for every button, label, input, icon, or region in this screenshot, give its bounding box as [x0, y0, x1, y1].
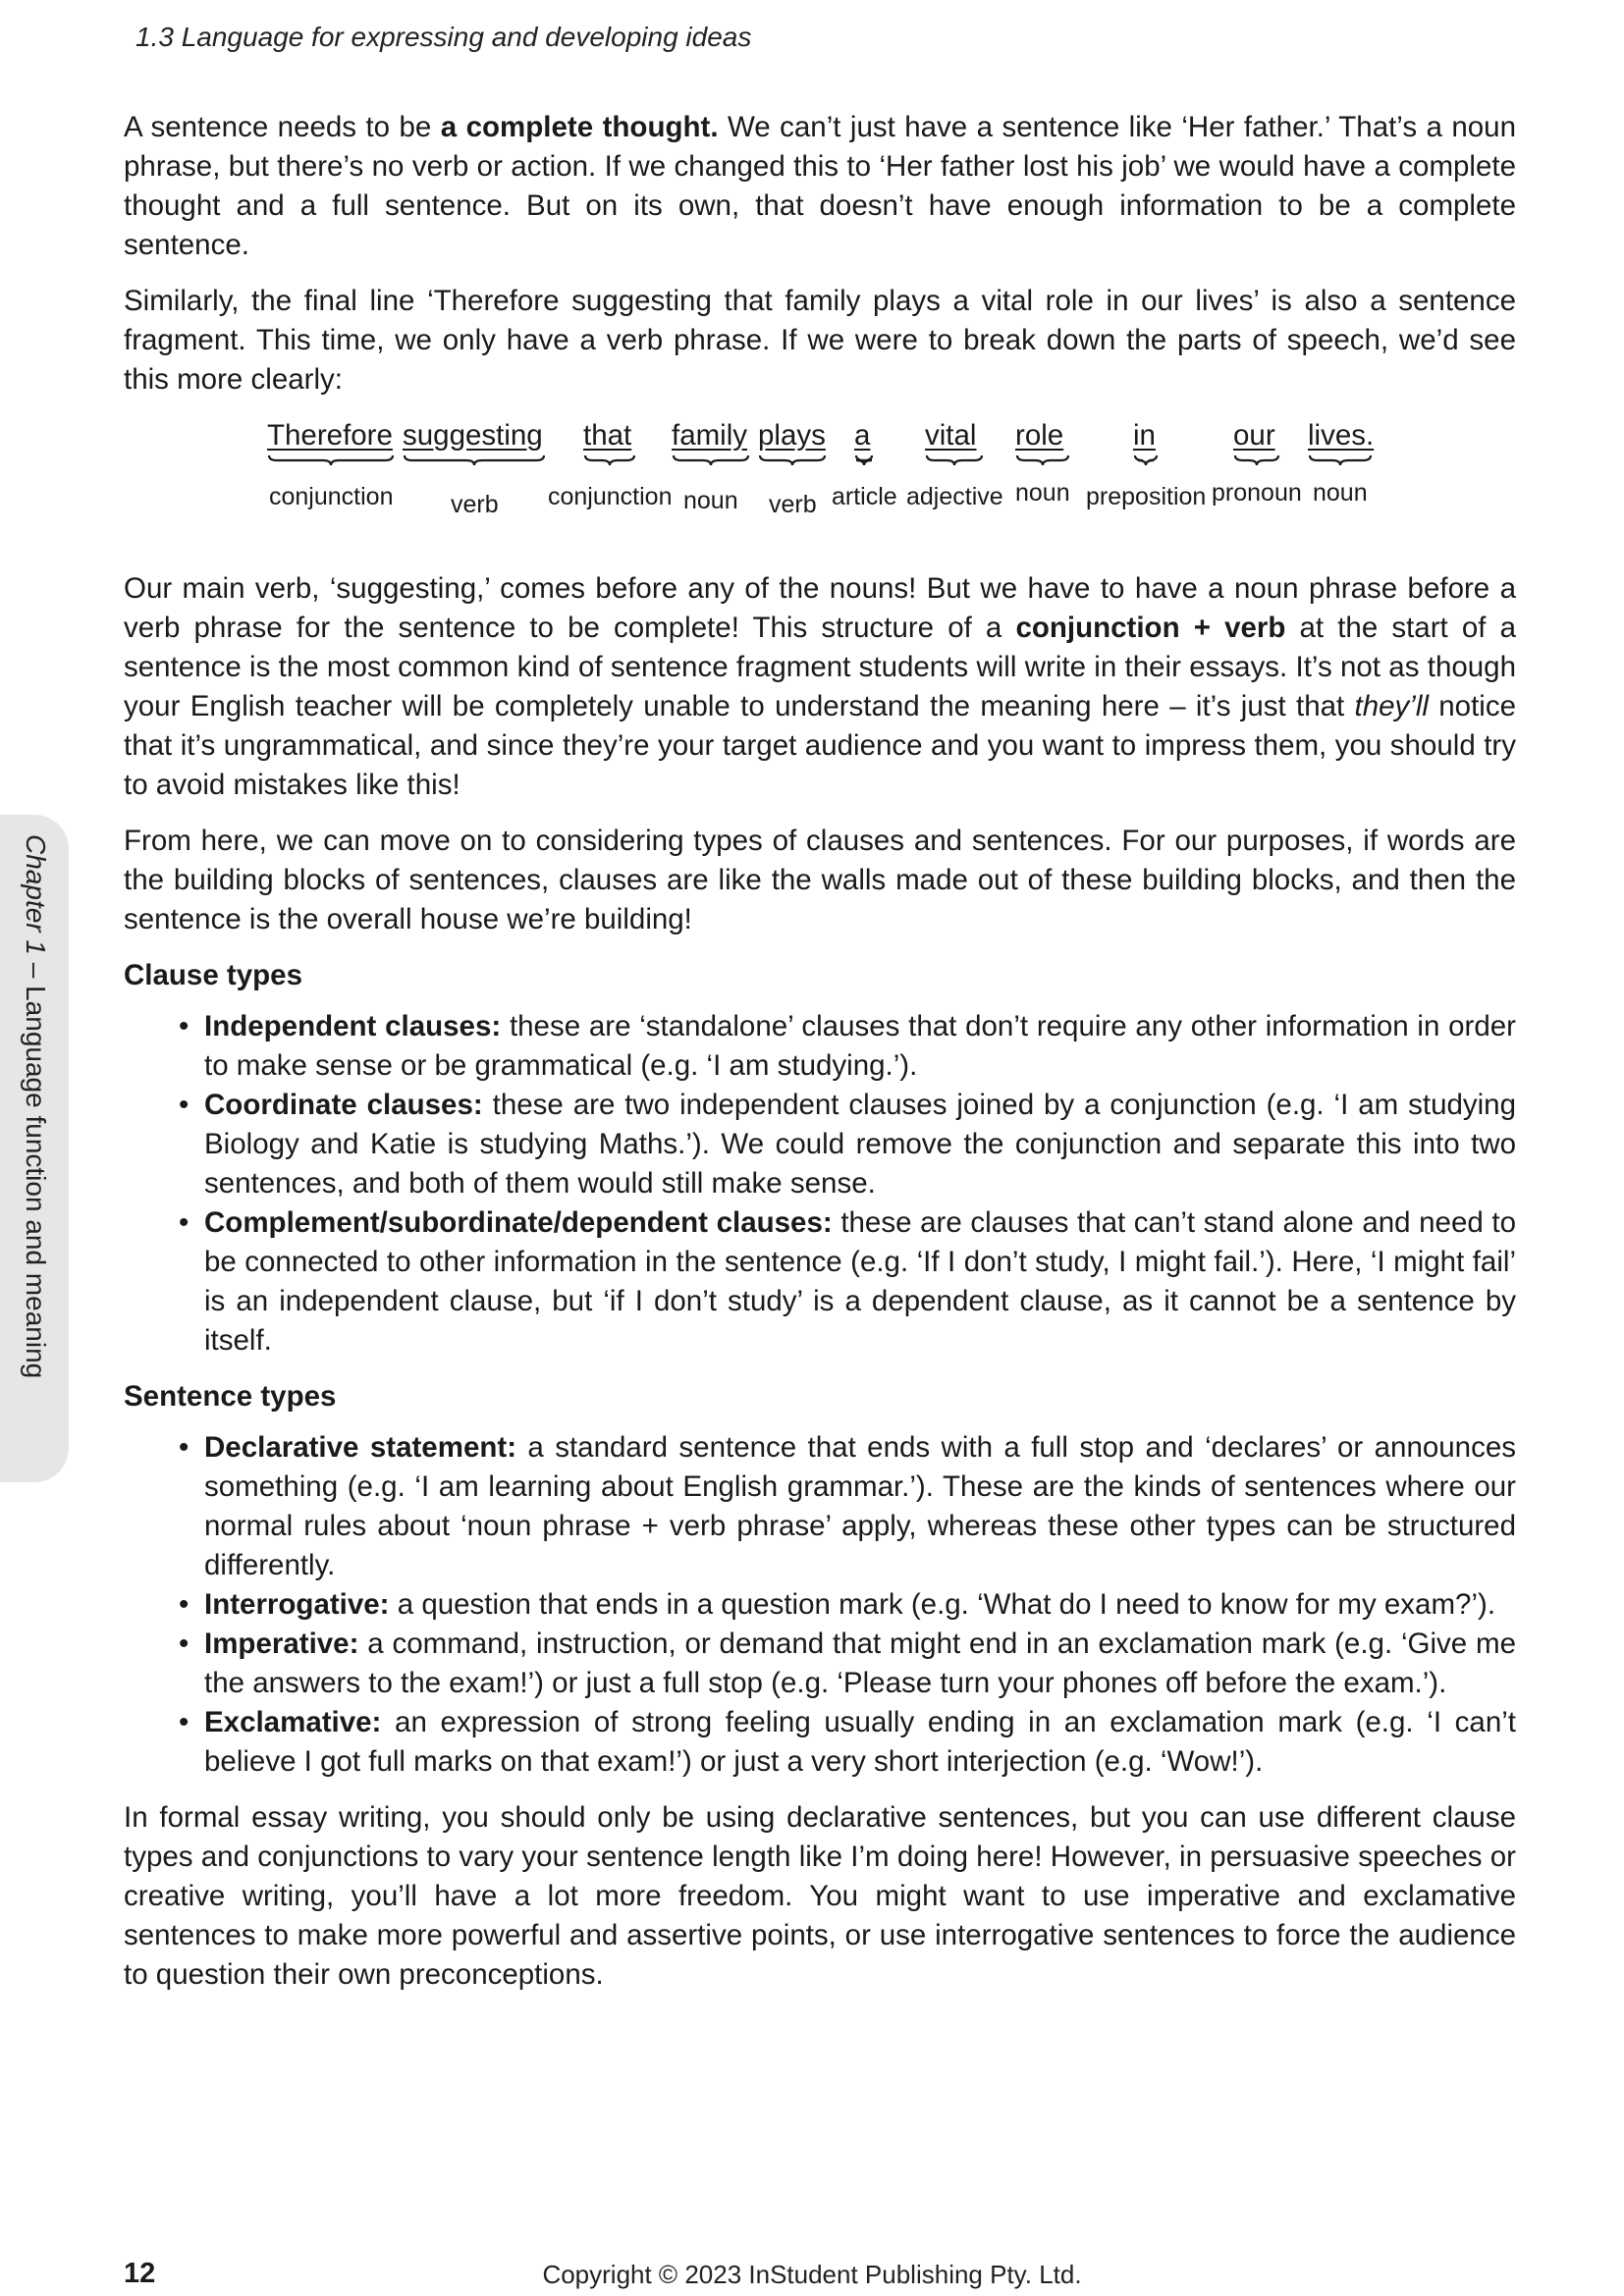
list-text: an expression of strong feeling usually ending in an exclamation mark (e.g. ‘I can’t believe I got full marks on that exam!’) or just a very short interjection (e.g. ‘Wow!’). — [204, 1706, 1516, 1778]
italic-term: they’ll — [1354, 690, 1429, 722]
diagram-brace — [585, 455, 634, 465]
chapter-side-tab — [0, 815, 69, 1482]
list-item — [204, 1086, 1516, 1203]
diagram-word: vital — [925, 419, 977, 452]
list-text: a standard sentence that ends with a full stop and ‘declares’ or announces something (e.g. ‘I am learning about English grammar.’). These are the kinds of sentences where our normal rules about ‘noun phrase + verb phrase’ apply, whereas these other types can be structured differently. — [204, 1431, 1516, 1581]
diagram-word: that — [583, 419, 632, 452]
diagram-label: pronoun — [1212, 479, 1302, 507]
diagram-brace — [674, 455, 748, 465]
diagram-label: preposition — [1086, 483, 1207, 510]
diagram-label: noun — [1313, 479, 1368, 507]
diagram-brace — [760, 455, 825, 465]
diagram-word: plays — [758, 419, 826, 452]
diagram-brace — [927, 455, 982, 465]
running-head: 1.3 Language for expressing and developing ideas — [135, 22, 752, 52]
list-text: a command, instruction, or demand that might end in an exclamation mark (e.g. ‘Give me the answers to the exam!’) or just a full stop (e.g. ‘Please turn your phones off before the exam.’). — [204, 1628, 1516, 1699]
list-text: these are clauses that can’t stand alone and need to be connected to other information in the sentence (e.g. ‘If I don’t study, I might fail.’). Here, ‘I might fail’ is an independent clause, but ‘if I don’t study’ is a dependent clause, as it cannot be a sentence by itself. — [204, 1206, 1516, 1357]
diagram-word: suggesting — [403, 419, 543, 452]
diagram-word: family — [672, 419, 748, 452]
paragraph-formal-writing: In formal essay writing, you should only be using declarative sentences, but you can use different clause types and conjunctions to vary your sentence length like I’m doing here! However, in persuasive speeches or creative writing, you’ll have a lot more freedom. You might want to use imperative and exclamative sentences to make more powerful and assertive points, or use interrogative sentences to force the audience to question their own preconceptions. — [124, 1801, 1516, 1991]
bold-term: conjunction + verb — [1015, 612, 1286, 644]
bold-term: a complete thought. — [440, 111, 719, 143]
text-run: A sentence needs to be — [124, 111, 441, 143]
diagram-brace — [1135, 455, 1157, 465]
chapter-side-tab-text — [20, 834, 51, 1378]
diagram-brace — [269, 455, 393, 465]
list-term: Complement/subordinate/dependent clauses: — [204, 1206, 833, 1239]
diagram-word: Therefore — [267, 419, 393, 452]
list-text: a question that ends in a question mark (e.g. ‘What do I need to know for my exam?’). — [389, 1588, 1496, 1621]
chapter-number: Chapter 1 — [21, 834, 51, 955]
text-run: at the start of a sentence is the most common kind of sentence fragment students will write in their essays. It’s not as though your English teacher will be completely unable to understand the meaning here – it’s just that — [124, 612, 1516, 722]
list-term: Imperative: — [204, 1628, 359, 1660]
diagram-brace — [1017, 455, 1068, 465]
diagram-label: verb — [769, 491, 817, 518]
text-run: Our main verb, ‘suggesting,’ comes before any of the nouns! But we have to have a noun phrase before a verb phrase for the sentence to be complete! This structure of a — [124, 572, 1516, 644]
list-item — [204, 1203, 1516, 1361]
list-text: these are two independent clauses joined by a conjunction (e.g. ‘I am studying Biology and Katie is studying Maths.’). We could remove the conjunction and separate this into two sentences, and both of them would still make sense. — [204, 1089, 1516, 1200]
list-item — [204, 1007, 1516, 1086]
list-item — [204, 1703, 1516, 1782]
diagram-brace — [1235, 455, 1278, 465]
clause-types-list — [124, 1007, 1516, 1361]
chapter-title: Language function and meaning — [21, 986, 51, 1379]
list-term: Declarative statement: — [204, 1431, 517, 1464]
diagram-label: adjective — [906, 483, 1003, 510]
list-item — [204, 1428, 1516, 1585]
sentence-types-heading: Sentence types — [124, 1380, 337, 1413]
sentence-types-list — [124, 1428, 1516, 1782]
page-body — [124, 108, 1516, 2011]
diagram-word: in — [1133, 419, 1156, 452]
paragraph-complete-thought — [124, 108, 1516, 265]
text-run: We can’t just have a sentence like ‘Her father.’ That’s a noun phrase, but there’s no verb or action. If we changed this to ‘Her father lost his job’ we would have a complete thought and a full sentence. But on its own, that doesn’t have enough information to be a complete sentence. — [124, 111, 1516, 261]
parts-of-speech-diagram — [124, 416, 1516, 554]
diagram-label: conjunction — [548, 483, 673, 510]
list-term: Interrogative: — [204, 1588, 390, 1621]
chapter-separator: – — [21, 954, 51, 987]
diagram-brace — [856, 455, 872, 465]
paragraph-main-verb — [124, 569, 1516, 805]
page-number: 12 — [124, 2258, 156, 2289]
diagram-brace — [1310, 455, 1371, 465]
diagram-label: verb — [451, 491, 499, 518]
diagram-label: noun — [683, 487, 738, 514]
paragraph-building-blocks: From here, we can move on to considering types of clauses and sentences. For our purposes, if words are the building blocks of sentences, clauses are like the walls made out of these building blocks, and then the sentence is the overall house we’re building! — [124, 825, 1516, 935]
text-run: notice that it’s ungrammatical, and since they’re your target audience and you want to impress them, you should try to avoid mistakes like this! — [124, 690, 1516, 801]
diagram-label: noun — [1015, 479, 1070, 507]
list-item — [204, 1625, 1516, 1703]
list-text: these are ‘standalone’ clauses that don’t require any other information in order to make sense or be grammatical (e.g. ‘I am studying.’). — [204, 1010, 1516, 1082]
diagram-word: our — [1233, 419, 1275, 452]
diagram-label: article — [832, 483, 897, 510]
list-term: Independent clauses: — [204, 1010, 502, 1042]
diagram-brace — [405, 455, 544, 465]
list-term: Coordinate clauses: — [204, 1089, 483, 1121]
list-item — [204, 1585, 1516, 1625]
paragraph-sentence-fragment: Similarly, the final line ‘Therefore suggesting that family plays a vital role in our lives’ is also a sentence fragment. This time, we only have a verb phrase. If we were to break down the parts of speech, we’d see this more clearly: — [124, 285, 1516, 396]
copyright-notice: Copyright © 2023 InStudent Publishing Pty. Ltd. — [542, 2260, 1082, 2289]
clause-types-heading: Clause types — [124, 959, 302, 991]
diagram-label: conjunction — [269, 483, 394, 510]
list-term: Exclamative: — [204, 1706, 382, 1738]
diagram-word: lives. — [1308, 419, 1375, 452]
diagram-word: a — [854, 419, 871, 452]
diagram-word: role — [1015, 419, 1064, 452]
